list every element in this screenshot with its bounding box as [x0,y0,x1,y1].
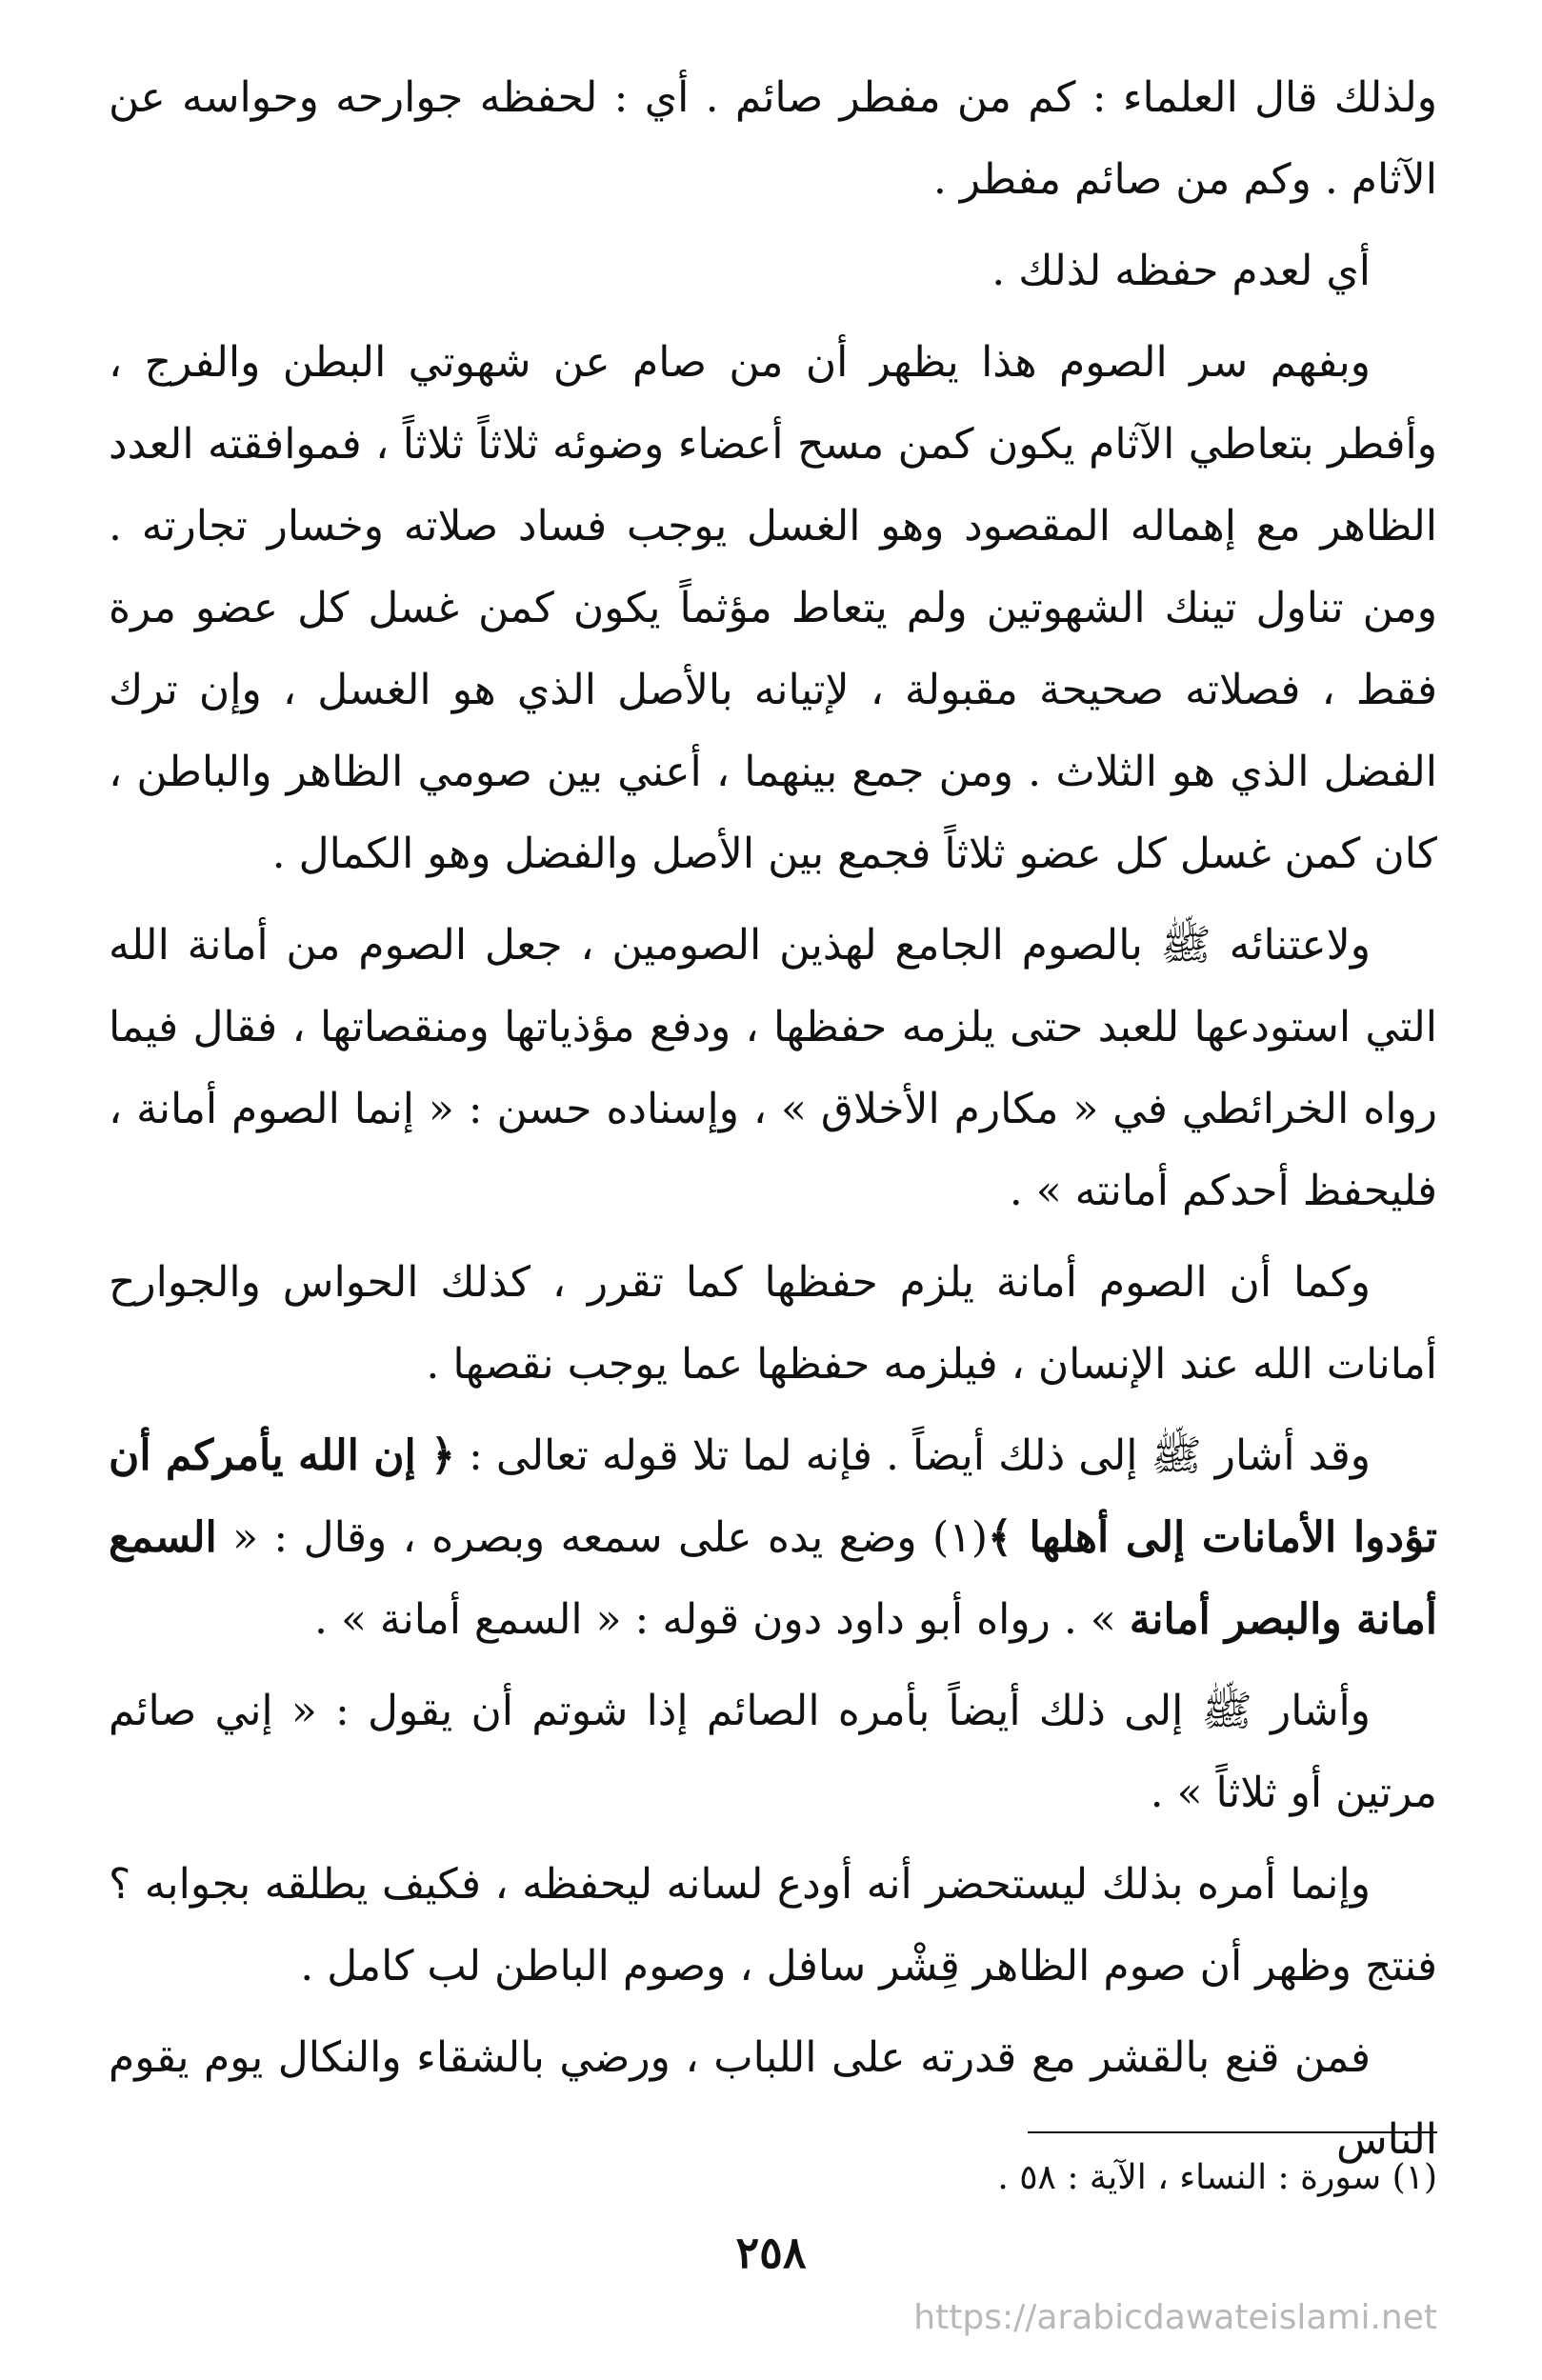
quranic-verse: ﴿ إن الله يأمركم أن تؤدوا الأمانات إلى أهلها ﴾ [109,1431,1438,1562]
watermark-url: https://arabicdawateislami.net [913,2298,1437,2337]
hadith-text-after: » . رواه أبو داود دون قوله : « السمع أمانة » . [314,1595,1130,1644]
paragraph: فمن قنع بالقشر مع قدرته على اللباب ، ورضي بالشقاء والنكال يوم يقوم الناس [109,2033,1437,2164]
paragraph: أي لعدم حفظه لذلك . [991,247,1371,295]
hadith-quote: السمع أمانة والبصر أمانة [109,1513,1437,1644]
paragraph: وأشار ﷺ إلى ذلك أيضاً بأمره الصائم إذا شوتم أن يقول : « إني صائم مرتين أو ثلاثاً » . [109,1687,1437,1817]
hadith-text-middle: وضع يده على سمعه وبصره ، وقال : « [216,1513,933,1562]
paragraph-hadith [109,1415,1437,1661]
hadith-text-before: وقد أشار ﷺ إلى ذلك أيضاً . فإنه لما تلا قوله تعالى : [454,1431,1371,1480]
page-number: ٢٥٨ [735,2227,807,2278]
footnote-divider [1028,2131,1437,2133]
main-text [109,57,1437,2190]
paragraph: وكما أن الصوم أمانة يلزم حفظها كما تقرر ، كذلك الحواس والجوارح أمانات الله عند الإنسان ، فيلزمه حفظها عما يوجب نقصها . [109,1258,1437,1389]
paragraph: وإنما أمره بذلك ليستحضر أنه أودع لسانه ليحفظه ، فكيف يطلقه بجوابه ؟ فنتج وظهر أن صوم الظاهر قِشْر سافل ، وصوم الباطن لب كامل . [109,1860,1437,1990]
footnote: (١) سورة : النساء ، الآية : ٥٨ . [997,2158,1437,2197]
paragraph: ولذلك قال العلماء : كم من مفطر صائم . أي : لحفظه جوارحه وحواسه عن الآثام . وكم من صائم مفطر . [109,73,1437,204]
footnote-reference: (١) [932,1513,989,1562]
paragraph: ولاعتنائه ﷺ بالصوم الجامع لهذين الصومين ، جعل الصوم من أمانة الله التي استودعها للعبد حتى يلزمه حفظها ، ودفع مؤذياتها ومنقصاتها ، فقال فيما رواه الخرائطي في « مكارم الأخلاق » ، وإسناده حسن : « إنما الصوم أمانة ، فليحفظ أحدكم أمانته » . [109,921,1437,1215]
paragraph: وبفهم سر الصوم هذا يظهر أن من صام عن شهوتي البطن والفرج ، وأفطر بتعاطي الآثام يكون كمن مسح أعضاء وضوئه ثلاثاً ثلاثاً ، فموافقته العدد الظاهر مع إهماله المقصود وهو الغسل يوجب فساد صلاته وخسار تجارته . ومن تناول تينك الشهوتين ولم يتعاط مؤثماً يكون كمن غسل كل عضو مرة فقط ، فصلاته صحيحة مقبولة ، لإتيانه بالأصل الذي هو الغسل ، وإن ترك الفضل الذي هو الثلاث . ومن جمع بينهما ، أعني بين صومي الظاهر والباطن ، كان كمن غسل كل عضو ثلاثاً فجمع بين الأصل والفضل وهو الكمال . [109,338,1437,878]
